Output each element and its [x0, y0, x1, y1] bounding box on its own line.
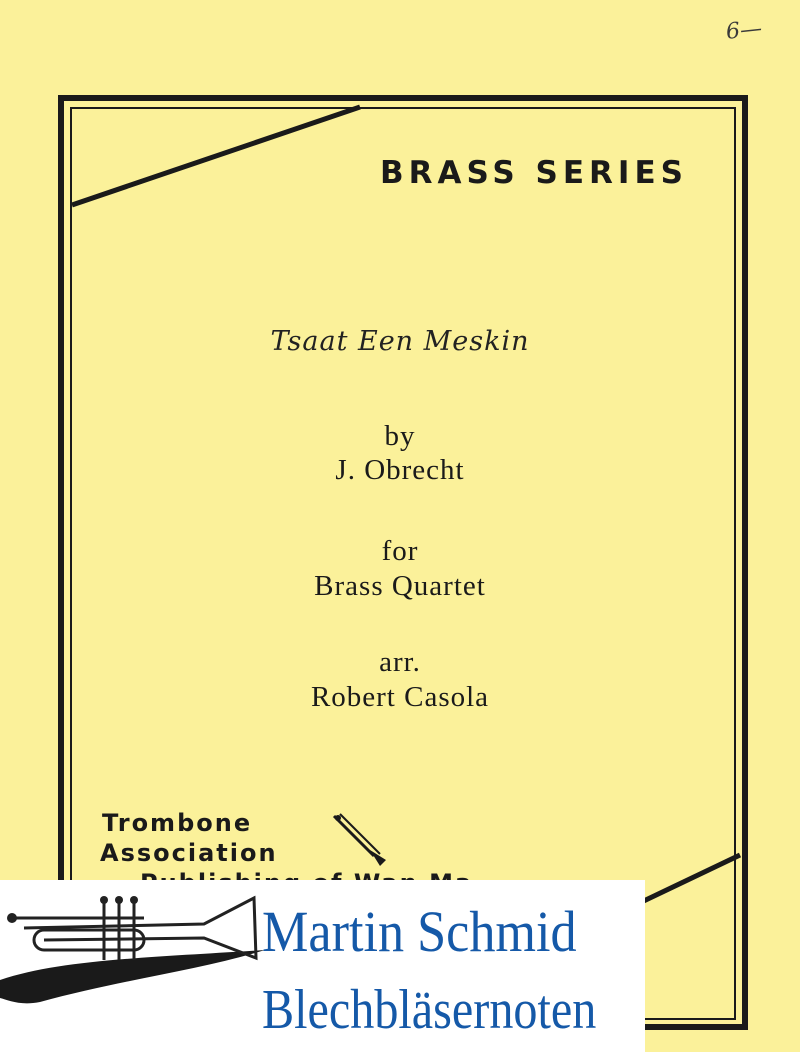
trumpet-icon [4, 888, 264, 978]
arranger-name: Robert Casola [310, 681, 490, 713]
instrumentation: Brass Quartet [314, 570, 486, 602]
arr-label: arr. [379, 646, 421, 678]
publisher-line-1: Trombone [102, 809, 253, 837]
banner-subtitle: Blechbläsernoten [262, 979, 597, 1041]
series-title: BRASS SERIES [380, 155, 688, 191]
handwritten-note: 6— [724, 16, 764, 45]
trombone-icon [330, 810, 390, 870]
piece-title: Tsaat Een Meskin [270, 326, 530, 357]
banner-name: Martin Schmid [262, 899, 577, 964]
for-label: for [381, 535, 419, 567]
by-label: by [384, 420, 416, 452]
publisher-line-2: Association [100, 839, 278, 867]
composer-name: J. Obrecht [335, 454, 465, 486]
